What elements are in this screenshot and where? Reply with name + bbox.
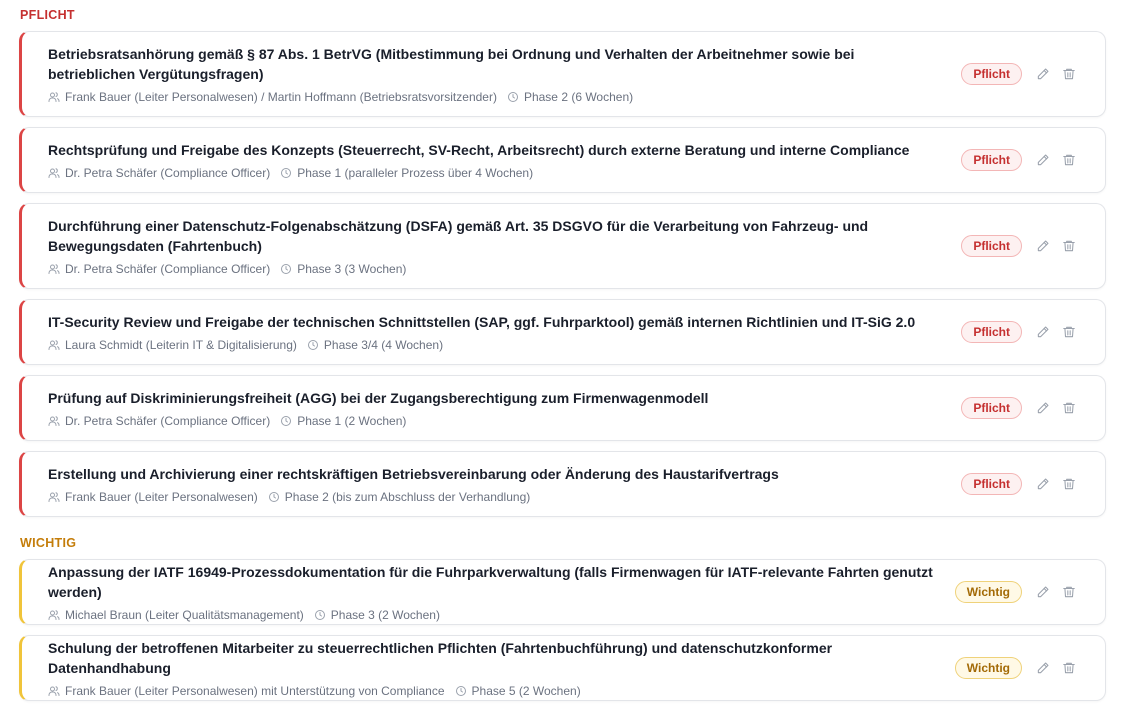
- requirement-card[interactable]: [19, 559, 1106, 625]
- clock-icon: [455, 685, 467, 697]
- clock-icon: [268, 491, 280, 503]
- users-icon: [48, 415, 60, 427]
- pencil-icon[interactable]: [1035, 324, 1051, 340]
- users-icon: [48, 609, 60, 621]
- section-label-pflicht: PFLICHT: [20, 8, 75, 22]
- requirement-meta: [48, 683, 945, 699]
- requirement-meta: [48, 165, 945, 181]
- requirement-card[interactable]: [19, 299, 1106, 365]
- trash-icon[interactable]: [1061, 152, 1077, 168]
- priority-badge: Wichtig: [955, 581, 1022, 603]
- phase-text: Phase 3 (3 Wochen): [297, 261, 407, 276]
- owner-text: Frank Bauer (Leiter Personalwesen): [65, 489, 258, 504]
- priority-badge: Pflicht: [961, 235, 1022, 257]
- requirement-title: Anpassung der IATF 16949-Prozessdokumentation für die Fuhrparkverwaltung (falls Firmenwagen für IATF-relevante Fahrten genutzt werden): [48, 563, 933, 600]
- priority-badge: Pflicht: [961, 63, 1022, 85]
- requirement-title: Prüfung auf Diskriminierungsfreiheit (AGG) bei der Zugangsberechtigung zum Firmenwagenmodell: [48, 389, 709, 406]
- trash-icon[interactable]: [1061, 238, 1077, 254]
- requirement-meta: [48, 89, 945, 105]
- priority-badge: Pflicht: [961, 473, 1022, 495]
- pencil-icon[interactable]: [1035, 400, 1051, 416]
- requirement-card[interactable]: [19, 127, 1106, 193]
- requirement-card[interactable]: [19, 375, 1106, 441]
- phase-text: Phase 3 (2 Wochen): [330, 607, 440, 622]
- phase-text: Phase 2 (6 Wochen): [523, 89, 634, 104]
- owner-text: Laura Schmidt (Leiterin IT & Digitalisierung): [65, 337, 297, 352]
- owner-text: Frank Bauer (Leiter Personalwesen) / Martin Hoffmann (Betriebsratsvorsitzender): [65, 89, 497, 104]
- priority-badge: Pflicht: [961, 397, 1022, 419]
- users-icon: [48, 685, 60, 697]
- clock-icon: [314, 609, 326, 621]
- trash-icon[interactable]: [1061, 324, 1077, 340]
- users-icon: [48, 167, 60, 179]
- pencil-icon[interactable]: [1035, 584, 1051, 600]
- clock-icon: [280, 167, 292, 179]
- phase-text: Phase 1 (paralleler Prozess über 4 Wochen): [297, 165, 534, 180]
- phase-text: Phase 1 (2 Wochen): [297, 413, 407, 428]
- requirement-title: Durchführung einer Datenschutz-Folgenabschätzung (DSFA) gemäß Art. 35 DSGVO für die Verarbeitung von Fahrzeug- und Bewegungsdaten (Fahrtenbuch): [48, 217, 869, 254]
- priority-badge: Pflicht: [961, 321, 1022, 343]
- pencil-icon[interactable]: [1035, 660, 1051, 676]
- trash-icon[interactable]: [1061, 476, 1077, 492]
- clock-icon: [307, 339, 319, 351]
- pencil-icon[interactable]: [1035, 152, 1051, 168]
- clock-icon: [280, 263, 292, 275]
- pencil-icon[interactable]: [1035, 476, 1051, 492]
- requirement-meta: [48, 607, 945, 623]
- clock-icon: [280, 415, 292, 427]
- trash-icon[interactable]: [1061, 400, 1077, 416]
- users-icon: [48, 263, 60, 275]
- pencil-icon[interactable]: [1035, 66, 1051, 82]
- owner-text: Michael Braun (Leiter Qualitätsmanagement): [65, 607, 304, 622]
- requirement-card[interactable]: [19, 203, 1106, 289]
- users-icon: [48, 339, 60, 351]
- requirement-card[interactable]: [19, 451, 1106, 517]
- clock-icon: [507, 91, 519, 103]
- trash-icon[interactable]: [1061, 66, 1077, 82]
- phase-text: Phase 3/4 (4 Wochen): [323, 337, 444, 352]
- trash-icon[interactable]: [1061, 660, 1077, 676]
- requirement-title: Schulung der betroffenen Mitarbeiter zu steuerrechtlichen Pflichten (Fahrtenbuchführung) und datenschutzkonformer Datenhandhabung: [48, 639, 833, 676]
- requirement-title: Erstellung und Archivierung einer rechtskräftigen Betriebsvereinbarung oder Änderung des Haustarifvertrags: [48, 465, 779, 482]
- trash-icon[interactable]: [1061, 584, 1077, 600]
- owner-text: Frank Bauer (Leiter Personalwesen) mit Unterstützung von Compliance: [65, 683, 445, 698]
- requirement-title: IT-Security Review und Freigabe der technischen Schnittstellen (SAP, ggf. Fuhrparktool) gemäß internen Richtlinien und IT-SiG 2.0: [48, 313, 916, 330]
- phase-text: Phase 5 (2 Wochen): [471, 683, 581, 698]
- requirement-card[interactable]: [19, 635, 1106, 701]
- requirement-meta: [48, 261, 945, 277]
- priority-badge: Pflicht: [961, 149, 1022, 171]
- users-icon: [48, 491, 60, 503]
- requirement-title: Rechtsprüfung und Freigabe des Konzepts (Steuerrecht, SV-Recht, Arbeitsrecht) durch externe Beratung und interne Compliance: [48, 141, 910, 158]
- owner-text: Dr. Petra Schäfer (Compliance Officer): [65, 413, 271, 428]
- priority-badge: Wichtig: [955, 657, 1022, 679]
- owner-text: Dr. Petra Schäfer (Compliance Officer): [65, 165, 271, 180]
- owner-text: Dr. Petra Schäfer (Compliance Officer): [65, 261, 271, 276]
- requirement-card[interactable]: [19, 31, 1106, 117]
- section-label-wichtig: WICHTIG: [20, 536, 77, 550]
- requirement-meta: [48, 337, 945, 353]
- users-icon: [48, 91, 60, 103]
- requirement-meta: [48, 489, 945, 505]
- requirement-title: Betriebsratsanhörung gemäß § 87 Abs. 1 BetrVG (Mitbestimmung bei Ordnung und Verhalten der Arbeitnehmer sowie bei betrieblichen Vergütungsfragen): [48, 45, 855, 82]
- requirement-meta: [48, 413, 945, 429]
- phase-text: Phase 2 (bis zum Abschluss der Verhandlung): [284, 489, 531, 504]
- pencil-icon[interactable]: [1035, 238, 1051, 254]
